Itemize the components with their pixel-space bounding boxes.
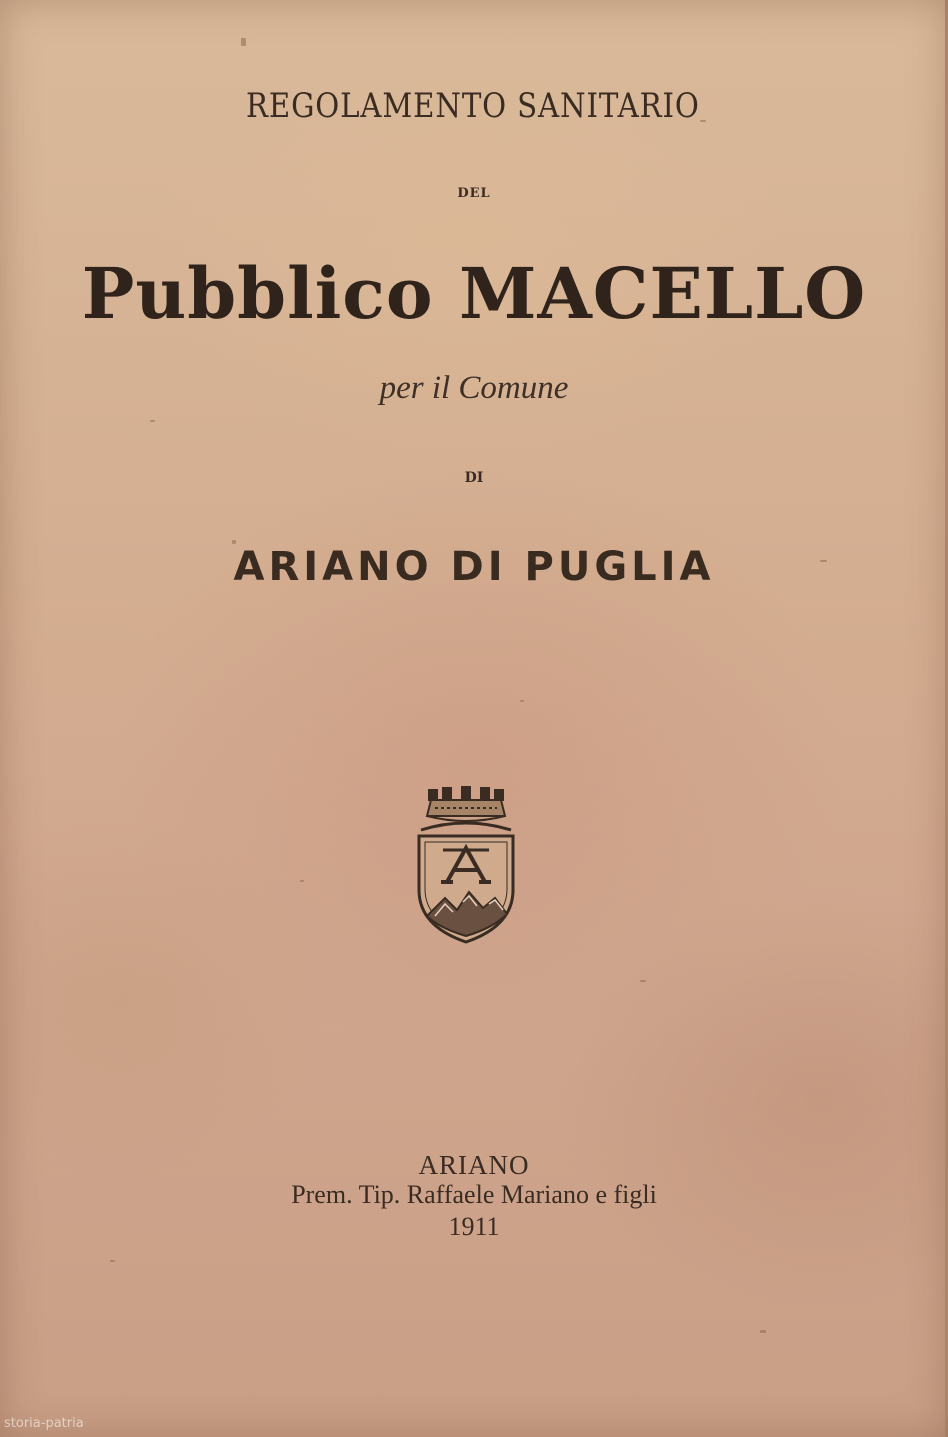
paper-speck [150, 420, 155, 422]
paper-speck [232, 540, 236, 544]
paper-speck [300, 880, 304, 882]
crowned-shield-emblem-icon [413, 786, 519, 946]
paper-speck [820, 560, 827, 562]
title-per-il-comune: per il Comune [379, 370, 569, 406]
title-del: DEL [457, 186, 491, 201]
paper-speck [241, 38, 246, 46]
paper-speck [640, 980, 646, 982]
paper-speck [760, 1330, 766, 1333]
title-pubblico-macello: Pubblico MACELLO [81, 252, 867, 335]
paper-speck [110, 1260, 115, 1262]
title-ariano-di-puglia: ARIANO DI PUGLIA [233, 544, 715, 590]
paper-speck [700, 120, 706, 122]
imprint-printer: Prem. Tip. Raffaele Mariano e figli [291, 1180, 657, 1209]
paper-speck [520, 700, 524, 702]
imprint-year: 1911 [448, 1212, 500, 1241]
title-di: DI [464, 470, 484, 486]
title-regolamento-sanitario: REGOLAMENTO SANITARIO [245, 86, 700, 126]
imprint-city: ARIANO [418, 1150, 530, 1180]
watermark: storia-patria [4, 1416, 84, 1431]
